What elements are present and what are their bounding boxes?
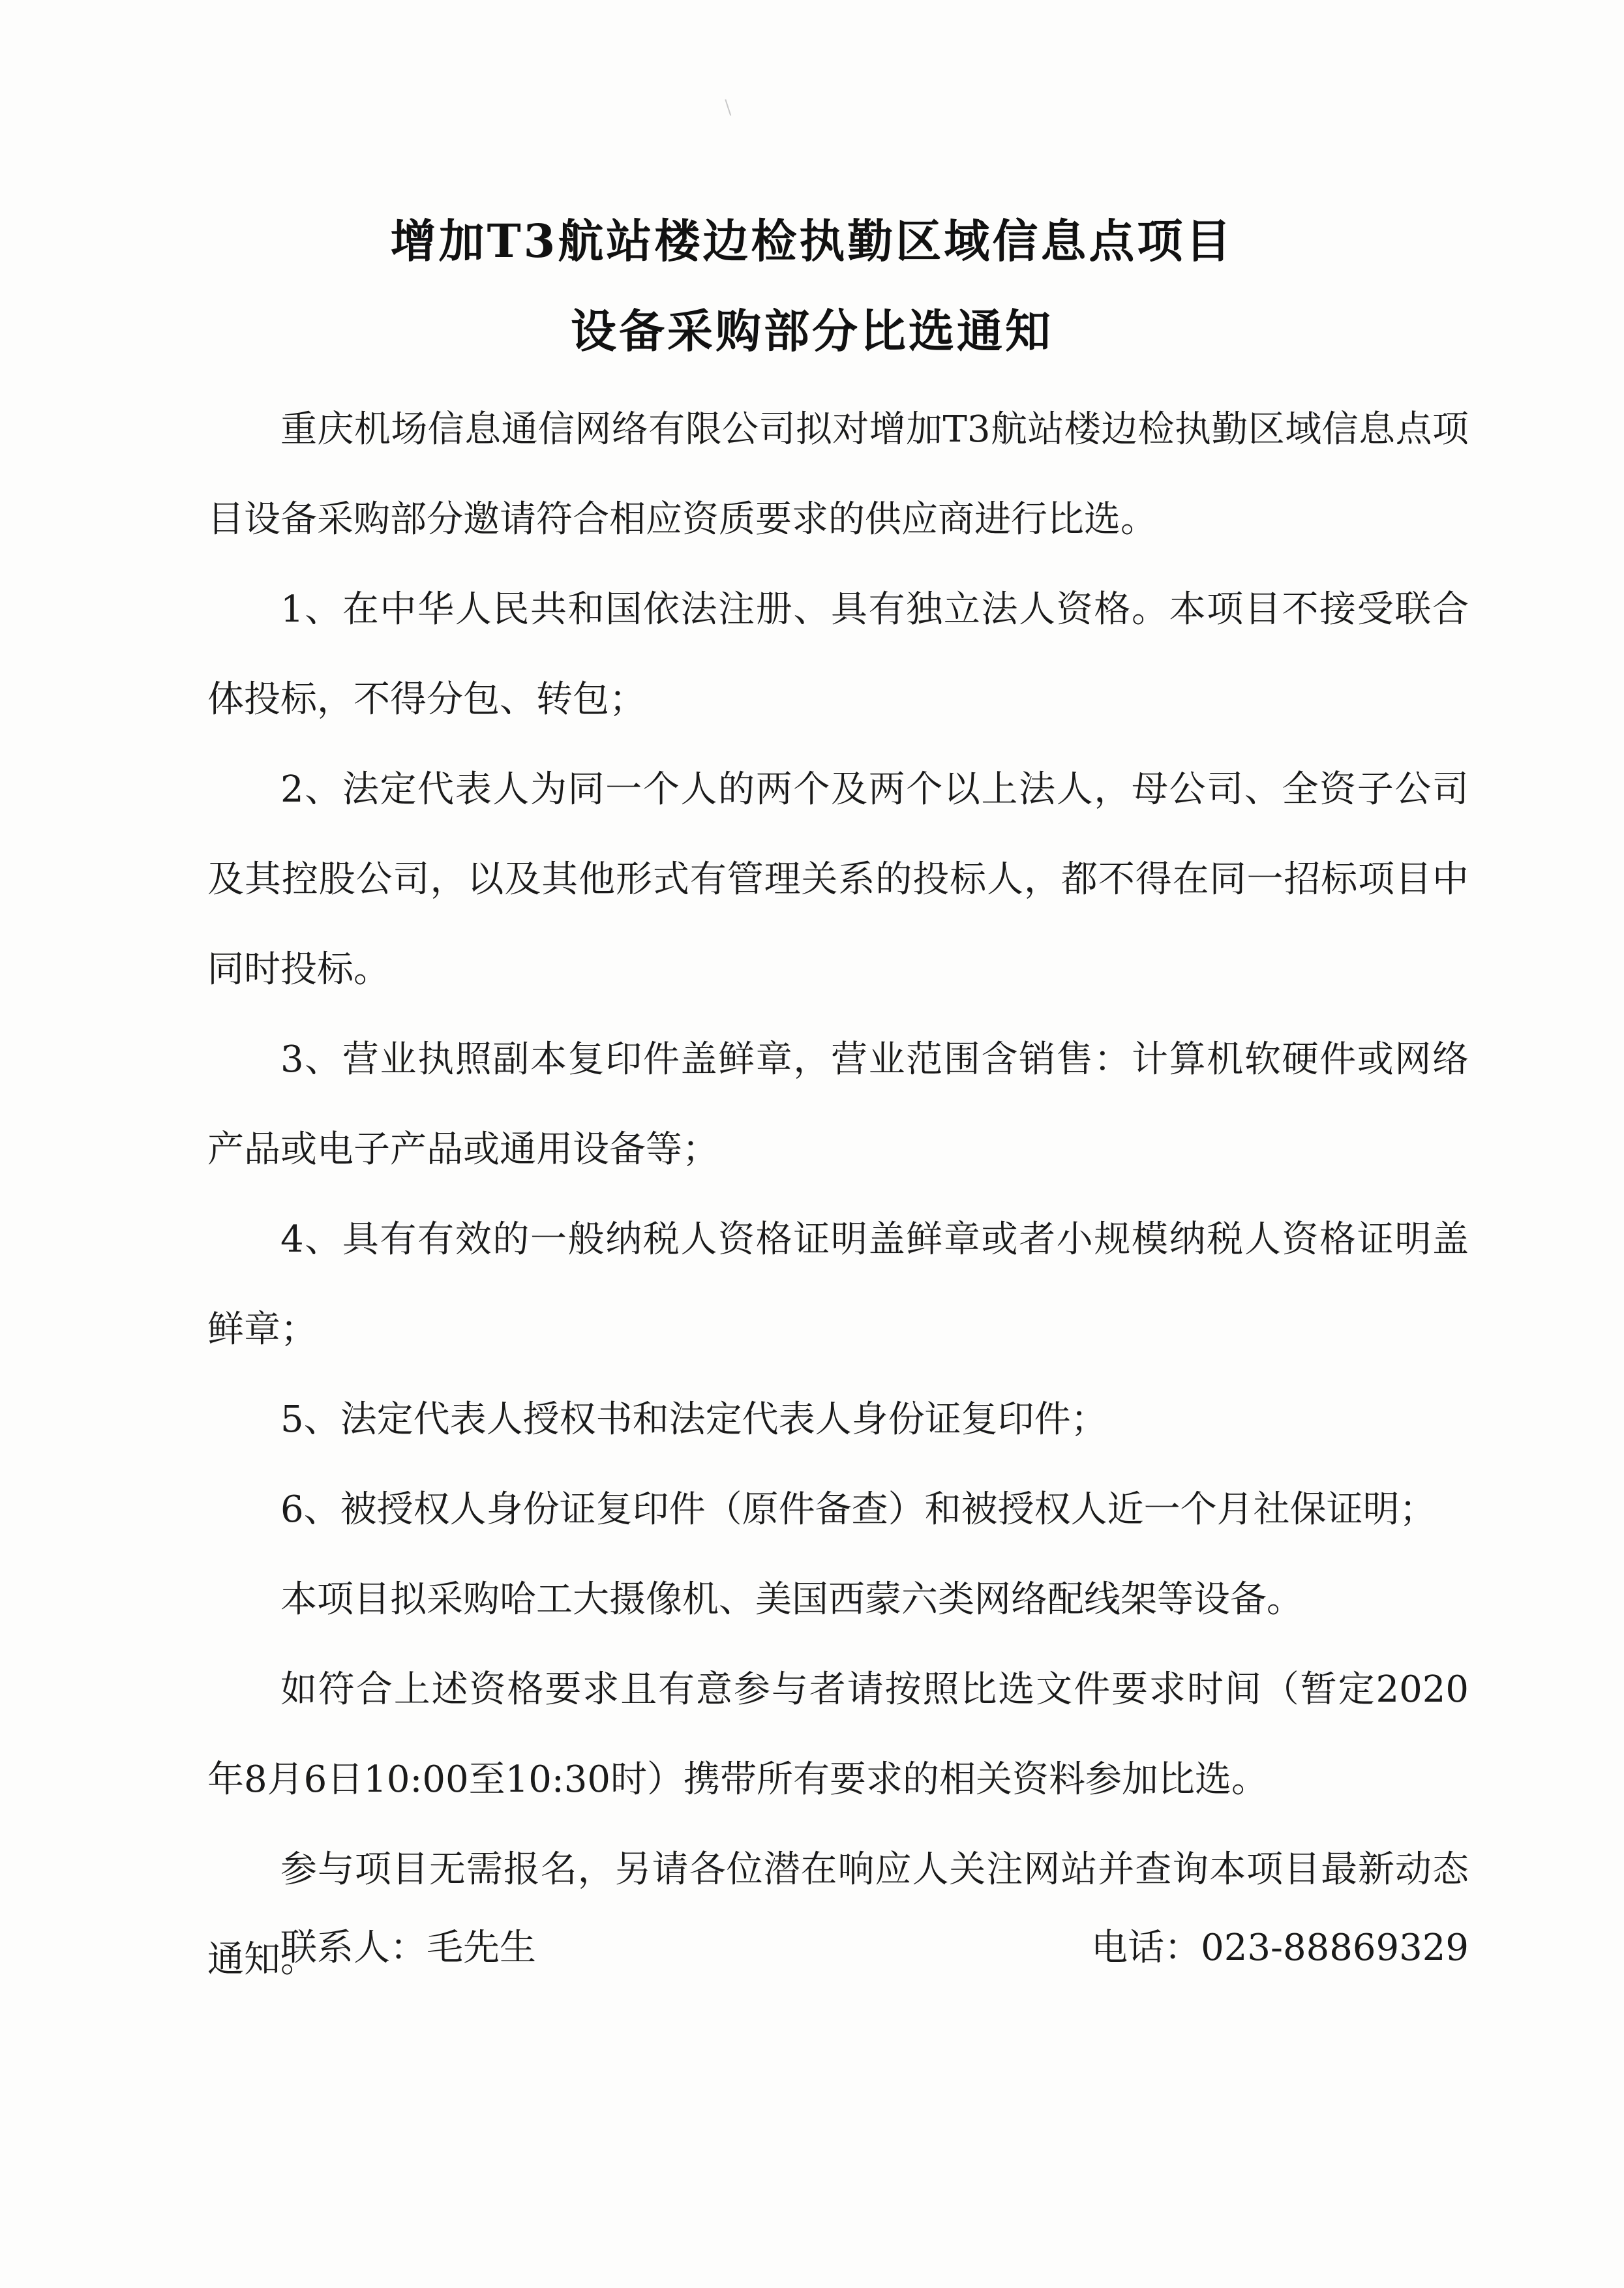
contact-phone: 电话：023-88869329 (1091, 1927, 1469, 1969)
document-title-line-1: 增加T3航站楼边检执勤区域信息点项目 (390, 214, 1234, 268)
document-title-line-2: 设备采购部分比选通知 (571, 304, 1053, 358)
requirement-1: 1、在中华人民共和国依法注册、具有独立法人资格。本项目不接受联合体投标，不得分包、转包； (207, 588, 1469, 721)
notice-paragraph: 参与项目无需报名，另请各位潜在响应人关注网站并查询本项目最新动态通知。 (207, 1848, 1469, 1981)
requirement-6: 6、被授权人身份证复印件（原件备查）和被授权人近一个月社保证明； (280, 1488, 1436, 1531)
scan-mark (725, 97, 738, 115)
requirement-2: 2、法定代表人为同一个人的两个及两个以上法人，母公司、全资子公司及其控股公司，以及其他形式有管理关系的投标人，都不得在同一招标项目中同时投标。 (207, 768, 1469, 991)
schedule-paragraph: 如符合上述资格要求且有意参与者请按照比选文件要求时间（暂定2020年8月6日10:00至10:30时）携带所有要求的相关资料参加比选。 (207, 1668, 1469, 1801)
contact-person: 联系人：毛先生 (280, 1927, 536, 1969)
document-body (207, 385, 1469, 2005)
requirement-5: 5、法定代表人授权书和法定代表人身份证复印件； (280, 1398, 1107, 1441)
requirement-4: 4、具有有效的一般纳税人资格证明盖鲜章或者小规模纳税人资格证明盖鲜章； (207, 1218, 1469, 1351)
intro-paragraph: 重庆机场信息通信网络有限公司拟对增加T3航站楼边检执勤区域信息点项目设备采购部分邀请符合相应资质要求的供应商进行比选。 (207, 408, 1469, 541)
procurement-paragraph: 本项目拟采购哈工大摄像机、美国西蒙六类网络配线架等设备。 (280, 1578, 1303, 1621)
requirement-3: 3、营业执照副本复印件盖鲜章，营业范围含销售：计算机软硬件或网络产品或电子产品或通用设备等； (207, 1038, 1469, 1171)
contact-row (207, 1903, 1469, 1993)
